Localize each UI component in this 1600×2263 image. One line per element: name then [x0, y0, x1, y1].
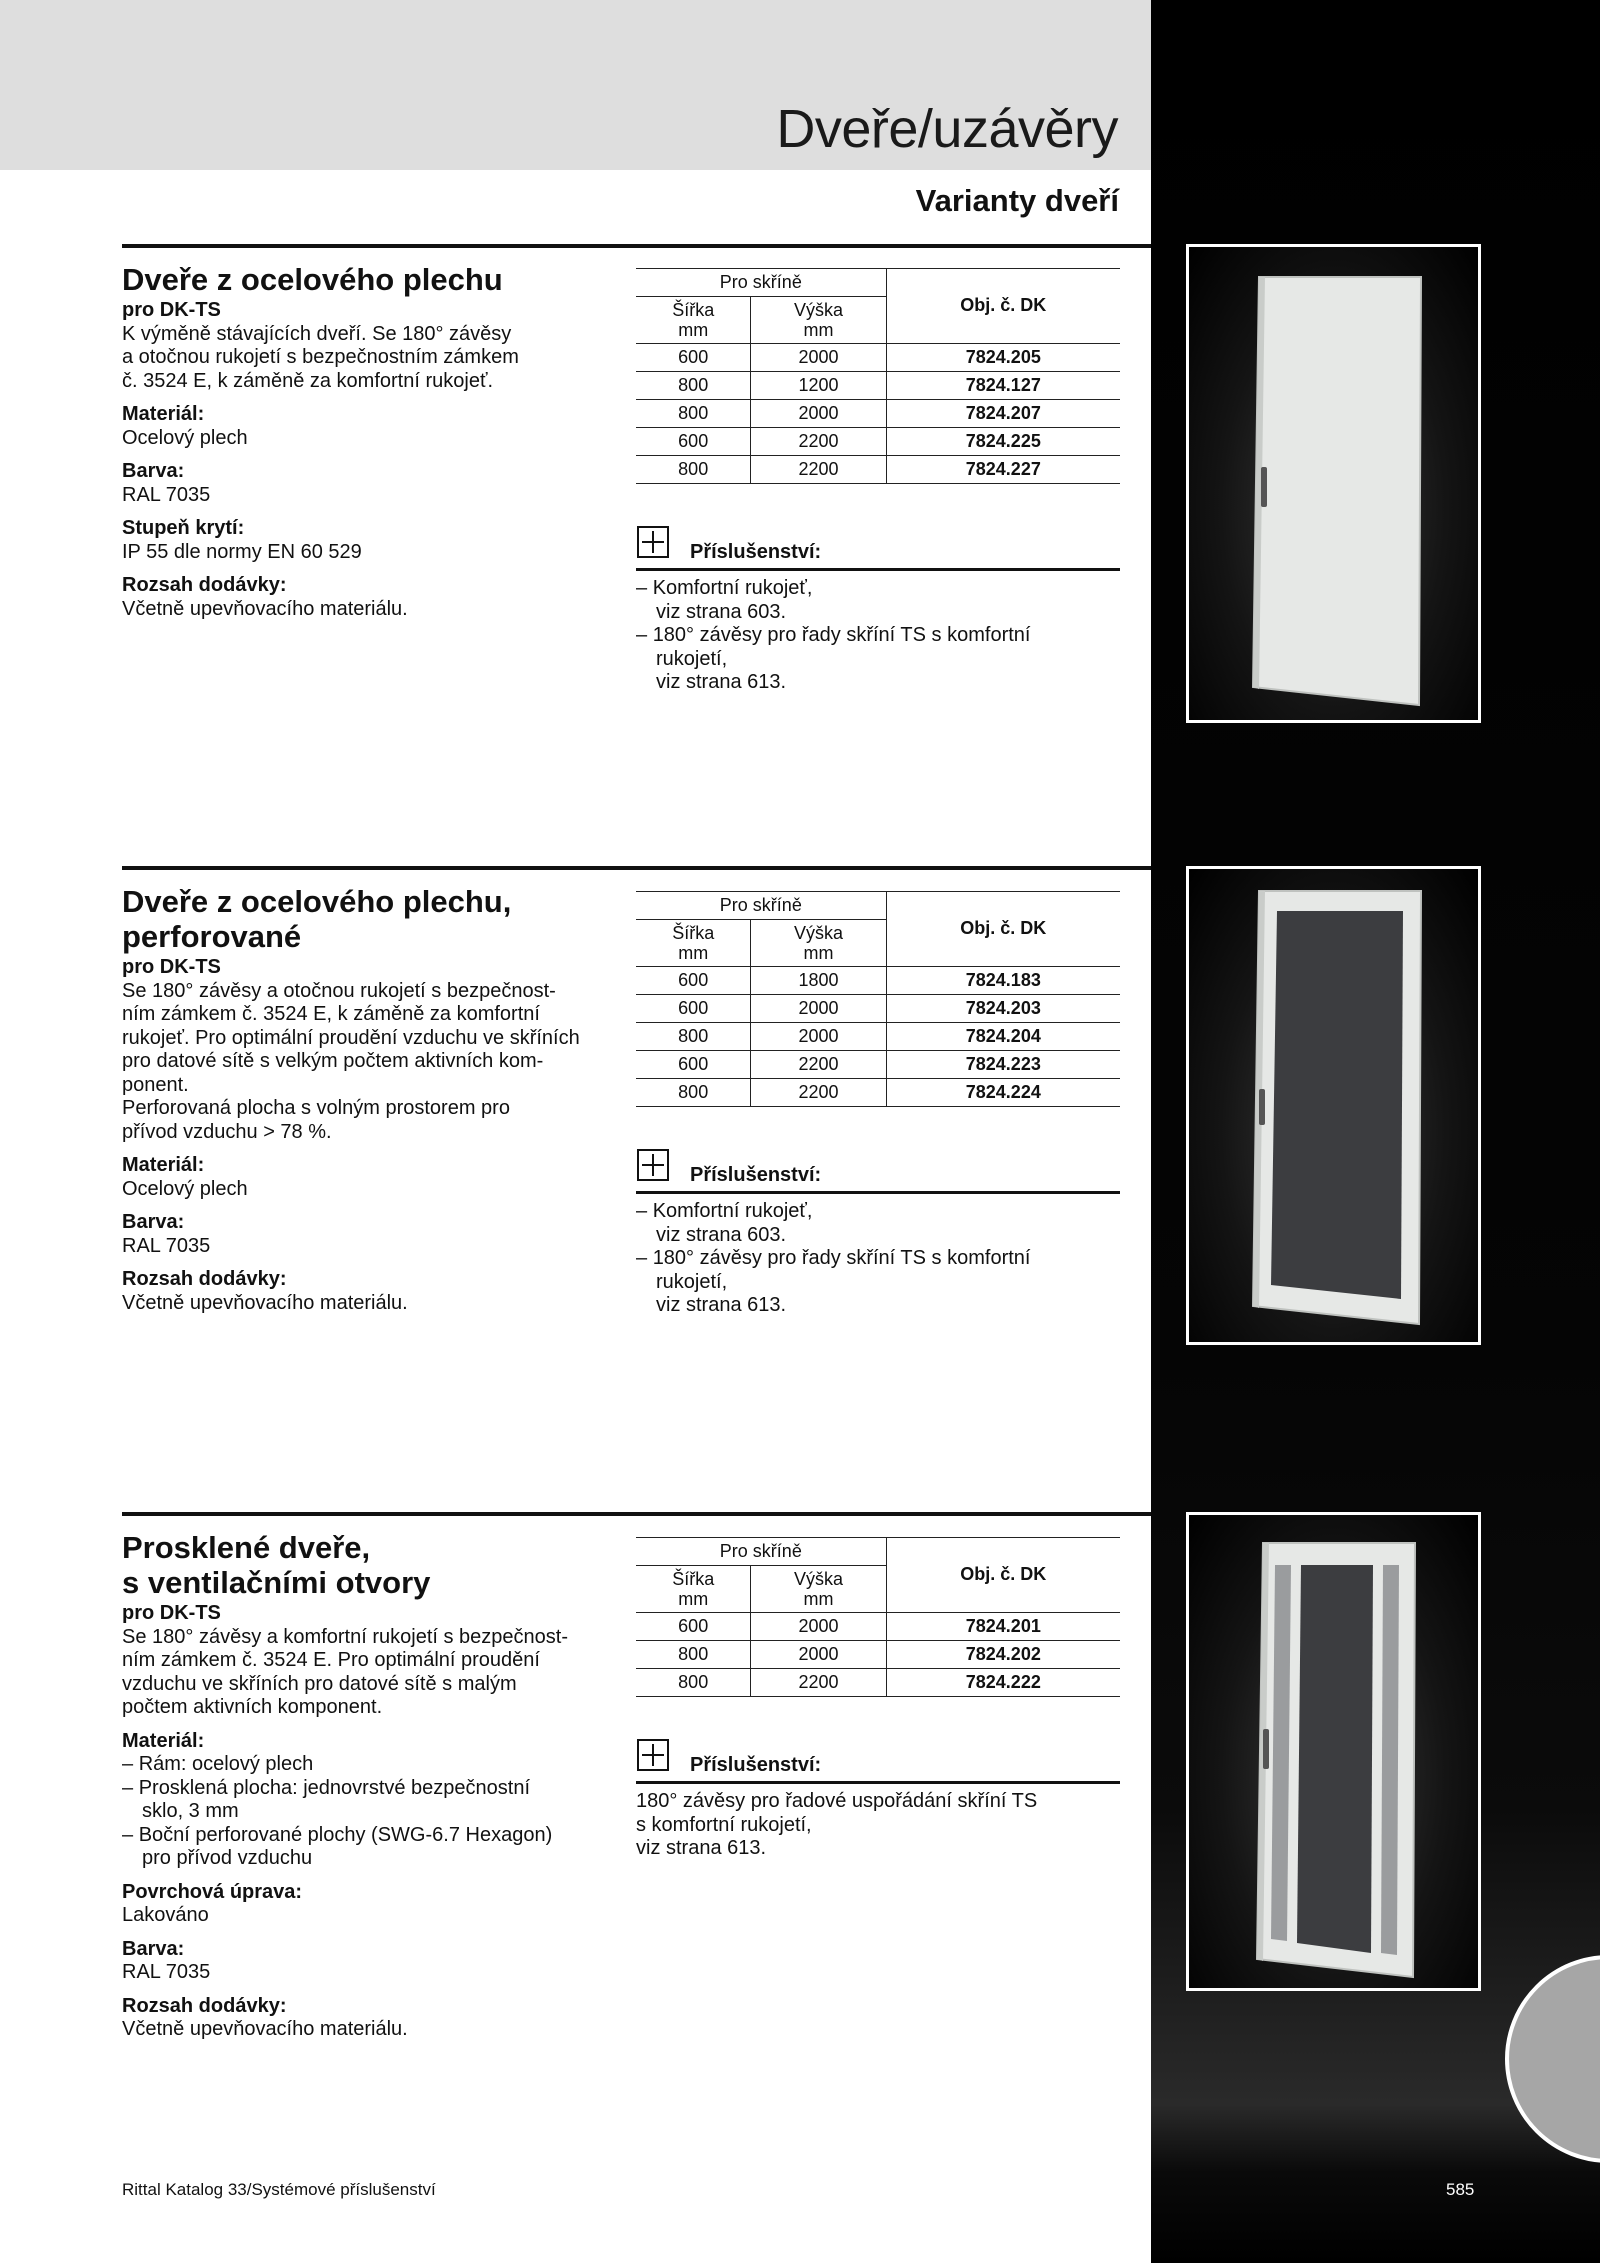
order-code-cell: 7824.205 [886, 344, 1120, 372]
order-code-cell: 7824.183 [886, 967, 1120, 995]
width-cell: 600 [636, 1051, 751, 1079]
spec-value: RAL 7035 [122, 483, 211, 506]
list-line: Komfortní rukojeť, [652, 577, 813, 599]
description-line: K výměně stávajících dveří. Se 180° závěsy [122, 322, 512, 345]
spec-label: Materiál: [122, 1154, 205, 1176]
width-cell: 800 [636, 372, 751, 400]
list-item [636, 1200, 1120, 1247]
list-line: viz strana 613. [656, 1294, 787, 1316]
order-table [636, 891, 1120, 1107]
height-label: Výška [794, 300, 844, 320]
order-code-cell: 7824.202 [886, 1641, 1120, 1669]
spec-value: Včetně upevňovacího materiálu. [122, 597, 408, 620]
spec-value: RAL 7035 [122, 1961, 211, 1983]
section-rule [122, 866, 1151, 870]
order-code-cell: 7824.127 [886, 372, 1120, 400]
spec-value: Včetně upevňovacího materiálu. [122, 1291, 408, 1314]
order-code-cell: 7824.224 [886, 1079, 1120, 1107]
product-subtitle: pro DK-TS [122, 299, 221, 321]
order-code-cell: 7824.207 [886, 400, 1120, 428]
width-cell: 800 [636, 1641, 751, 1669]
product-title [122, 884, 612, 954]
table-row [636, 1669, 1120, 1697]
perforated-door-illustration [1189, 869, 1478, 1342]
product-subtitle: pro DK-TS [122, 1602, 221, 1624]
spec-value: RAL 7035 [122, 1234, 211, 1257]
spec-label: Barva: [122, 460, 185, 482]
section-rule [122, 1512, 1151, 1516]
spec-label: Stupeň krytí: [122, 517, 245, 539]
height-cell: 2200 [751, 456, 886, 484]
section-rule [122, 244, 1151, 248]
title-line: Dveře z ocelového plechu [122, 262, 503, 297]
height-cell: 2000 [751, 1641, 886, 1669]
order-number-header: Obj. č. DK [886, 269, 1120, 344]
width-cell: 800 [636, 400, 751, 428]
list-item [636, 577, 1120, 624]
order-table [636, 268, 1120, 484]
width-label: Šířka [672, 1569, 715, 1589]
list-line: Rám: ocelový plech [138, 1753, 314, 1775]
plus-box-icon [637, 526, 669, 558]
list-line: viz strana 603. [656, 1223, 787, 1246]
table-row [636, 1051, 1120, 1079]
unit-label: mm [803, 943, 834, 963]
description-line: přívod vzduchu > 78 %. [122, 1120, 332, 1143]
list-line: Boční perforované plochy (SWG-6.7 Hexagon) [138, 1823, 553, 1846]
list-line: 180° závěsy pro řady skříní TS s komfortní [652, 1247, 1031, 1269]
table-row [636, 1613, 1120, 1641]
footer-catalog: Rittal Katalog 33/Systémové příslušenství [122, 2180, 436, 2199]
description-line: Perforovaná plocha s volným prostorem pro [122, 1097, 510, 1119]
height-cell: 2200 [751, 1079, 886, 1107]
accessories-header [636, 1737, 1120, 1784]
width-cell: 600 [636, 967, 751, 995]
spec-label: Materiál: [122, 403, 205, 425]
glazed-door-illustration [1189, 1515, 1478, 1988]
title-line: s ventilačními otvory [122, 1565, 431, 1600]
width-cell: 800 [636, 1669, 751, 1697]
description-line: Se 180° závěsy a otočnou rukojetí s bezpečnost- [122, 979, 556, 1002]
order-block-3 [636, 1537, 1120, 1861]
spec-label: Barva: [122, 1211, 185, 1233]
width-label: Šířka [672, 300, 715, 320]
list-line: Komfortní rukojeť, [652, 1200, 813, 1222]
list-item [636, 1247, 1120, 1318]
table-row [636, 400, 1120, 428]
unit-label: mm [678, 320, 709, 340]
height-cell: 2000 [751, 1023, 886, 1051]
accessories-list [636, 577, 1120, 695]
order-code-cell: 7824.225 [886, 428, 1120, 456]
order-code-cell: 7824.227 [886, 456, 1120, 484]
description-line: ním zámkem č. 3524 E. Pro optimální proudění [122, 1649, 540, 1671]
unit-label: mm [803, 320, 834, 340]
height-cell: 1200 [751, 372, 886, 400]
accessories-header [636, 1147, 1120, 1194]
accessory-line: 180° závěsy pro řadové uspořádání skříní TS [636, 1790, 1038, 1812]
table-row [636, 344, 1120, 372]
height-cell: 2000 [751, 344, 886, 372]
list-item [122, 1753, 612, 1777]
table-row [636, 1023, 1120, 1051]
accessories-label: Příslušenství: [690, 541, 822, 563]
description [122, 323, 612, 394]
product-description-1 [122, 262, 612, 621]
height-cell: 2000 [751, 1613, 886, 1641]
spec-label: Povrchová úprava: [122, 1880, 303, 1903]
order-table [636, 1537, 1120, 1697]
width-cell: 600 [636, 1613, 751, 1641]
width-cell: 800 [636, 456, 751, 484]
width-cell: 800 [636, 1079, 751, 1107]
page-subtitle: Varianty dveří [915, 183, 1119, 218]
list-line: 180° závěsy pro řady skříní TS s komfortní [652, 624, 1031, 646]
list-item [122, 1824, 612, 1871]
unit-label: mm [678, 943, 709, 963]
accessories-label: Příslušenství: [690, 1164, 822, 1186]
product-title [122, 262, 612, 297]
height-header [751, 1566, 886, 1613]
list-line: viz strana 613. [656, 671, 787, 693]
spec-value: Ocelový plech [122, 1177, 248, 1200]
width-header [636, 297, 751, 344]
spec-label: Rozsah dodávky: [122, 1994, 287, 2017]
description-line: vzduchu ve skříních pro datové sítě s malým [122, 1672, 517, 1695]
table-row [636, 995, 1120, 1023]
table-row [636, 1641, 1120, 1669]
list-line: rukojetí, [656, 1270, 728, 1293]
height-cell: 2200 [751, 1669, 886, 1697]
spec-label: Rozsah dodávky: [122, 574, 287, 596]
spec-value: IP 55 dle normy EN 60 529 [122, 540, 362, 563]
accessory-line: viz strana 613. [636, 1837, 767, 1859]
table-row [636, 967, 1120, 995]
list-item [122, 1777, 612, 1824]
width-label: Šířka [672, 923, 715, 943]
accessories-header [636, 524, 1120, 571]
accessory-text [636, 1790, 1120, 1861]
width-cell: 800 [636, 1023, 751, 1051]
product-photo-solid-door [1186, 244, 1481, 723]
product-title [122, 1530, 612, 1600]
page-number: 585 [1446, 2180, 1475, 2199]
description-line: počtem aktivních komponent. [122, 1696, 383, 1718]
height-header [751, 920, 886, 967]
description-line: rukojeť. Pro optimální proudění vzduchu ve skříních [122, 1026, 580, 1049]
spec-value: Včetně upevňovacího materiálu. [122, 2018, 408, 2040]
description-line: č. 3524 E, k záměně za komfortní rukojeť. [122, 369, 494, 392]
title-line: Dveře z ocelového plechu, [122, 884, 512, 919]
order-code-cell: 7824.201 [886, 1613, 1120, 1641]
plus-box-icon [637, 1739, 669, 1771]
description-line: Se 180° závěsy a komfortní rukojetí s bezpečnost- [122, 1625, 568, 1648]
order-block-2 [636, 891, 1120, 1318]
description-line: ponent. [122, 1073, 189, 1096]
height-label: Výška [794, 1569, 844, 1589]
product-photo-perforated-door [1186, 866, 1481, 1345]
table-group-header: Pro skříně [636, 1538, 886, 1566]
description-line: a otočnou rukojetí s bezpečnostním zámkem [122, 346, 519, 368]
table-group-header: Pro skříně [636, 892, 886, 920]
description-line: ním zámkem č. 3524 E, k záměně za komfortní [122, 1003, 540, 1025]
order-number-header: Obj. č. DK [886, 1538, 1120, 1613]
table-row [636, 372, 1120, 400]
table-group-header: Pro skříně [636, 269, 886, 297]
height-cell: 2200 [751, 428, 886, 456]
solid-door-illustration [1189, 247, 1478, 720]
unit-label: mm [803, 1589, 834, 1609]
list-line: Prosklená plocha: jednovrstvé bezpečnostní [138, 1776, 531, 1799]
spec-label: Materiál: [122, 1729, 205, 1752]
title-line: perforované [122, 919, 302, 954]
width-header [636, 920, 751, 967]
spec-label: Barva: [122, 1937, 185, 1960]
list-line: viz strana 603. [656, 600, 787, 623]
height-cell: 2200 [751, 1051, 886, 1079]
height-label: Výška [794, 923, 844, 943]
product-description-3 [122, 1530, 612, 2042]
spec-label: Rozsah dodávky: [122, 1268, 287, 1290]
list-line: rukojetí, [656, 647, 728, 670]
list-line: pro přívod vzduchu [142, 1847, 313, 1869]
width-header [636, 1566, 751, 1613]
title-line: Prosklené dveře, [122, 1530, 371, 1565]
width-cell: 600 [636, 995, 751, 1023]
product-subtitle: pro DK-TS [122, 956, 221, 978]
spec-value: Ocelový plech [122, 426, 248, 449]
accessories-list [636, 1200, 1120, 1318]
description [122, 980, 612, 1145]
height-cell: 2000 [751, 995, 886, 1023]
spec-value: Lakováno [122, 1904, 209, 1926]
table-row [636, 456, 1120, 484]
width-cell: 600 [636, 428, 751, 456]
accessory-line: s komfortní rukojetí, [636, 1813, 812, 1836]
unit-label: mm [678, 1589, 709, 1609]
order-number-header: Obj. č. DK [886, 892, 1120, 967]
table-row [636, 428, 1120, 456]
order-code-cell: 7824.203 [886, 995, 1120, 1023]
description-line: pro datové sítě s velkým počtem aktivních kom- [122, 1050, 544, 1072]
description [122, 1626, 612, 1720]
table-row [636, 1079, 1120, 1107]
height-header [751, 297, 886, 344]
height-cell: 2000 [751, 400, 886, 428]
width-cell: 600 [636, 344, 751, 372]
plus-box-icon [637, 1149, 669, 1181]
order-block-1 [636, 268, 1120, 695]
product-photo-glazed-door [1186, 1512, 1481, 1991]
order-code-cell: 7824.222 [886, 1669, 1120, 1697]
height-cell: 1800 [751, 967, 886, 995]
list-item [636, 624, 1120, 695]
list-line: sklo, 3 mm [142, 1800, 239, 1822]
order-code-cell: 7824.223 [886, 1051, 1120, 1079]
page-title: Dveře/uzávěry [776, 99, 1118, 159]
order-code-cell: 7824.204 [886, 1023, 1120, 1051]
material-list [122, 1753, 612, 1871]
accessories-label: Příslušenství: [690, 1754, 822, 1776]
product-description-2 [122, 884, 612, 1315]
